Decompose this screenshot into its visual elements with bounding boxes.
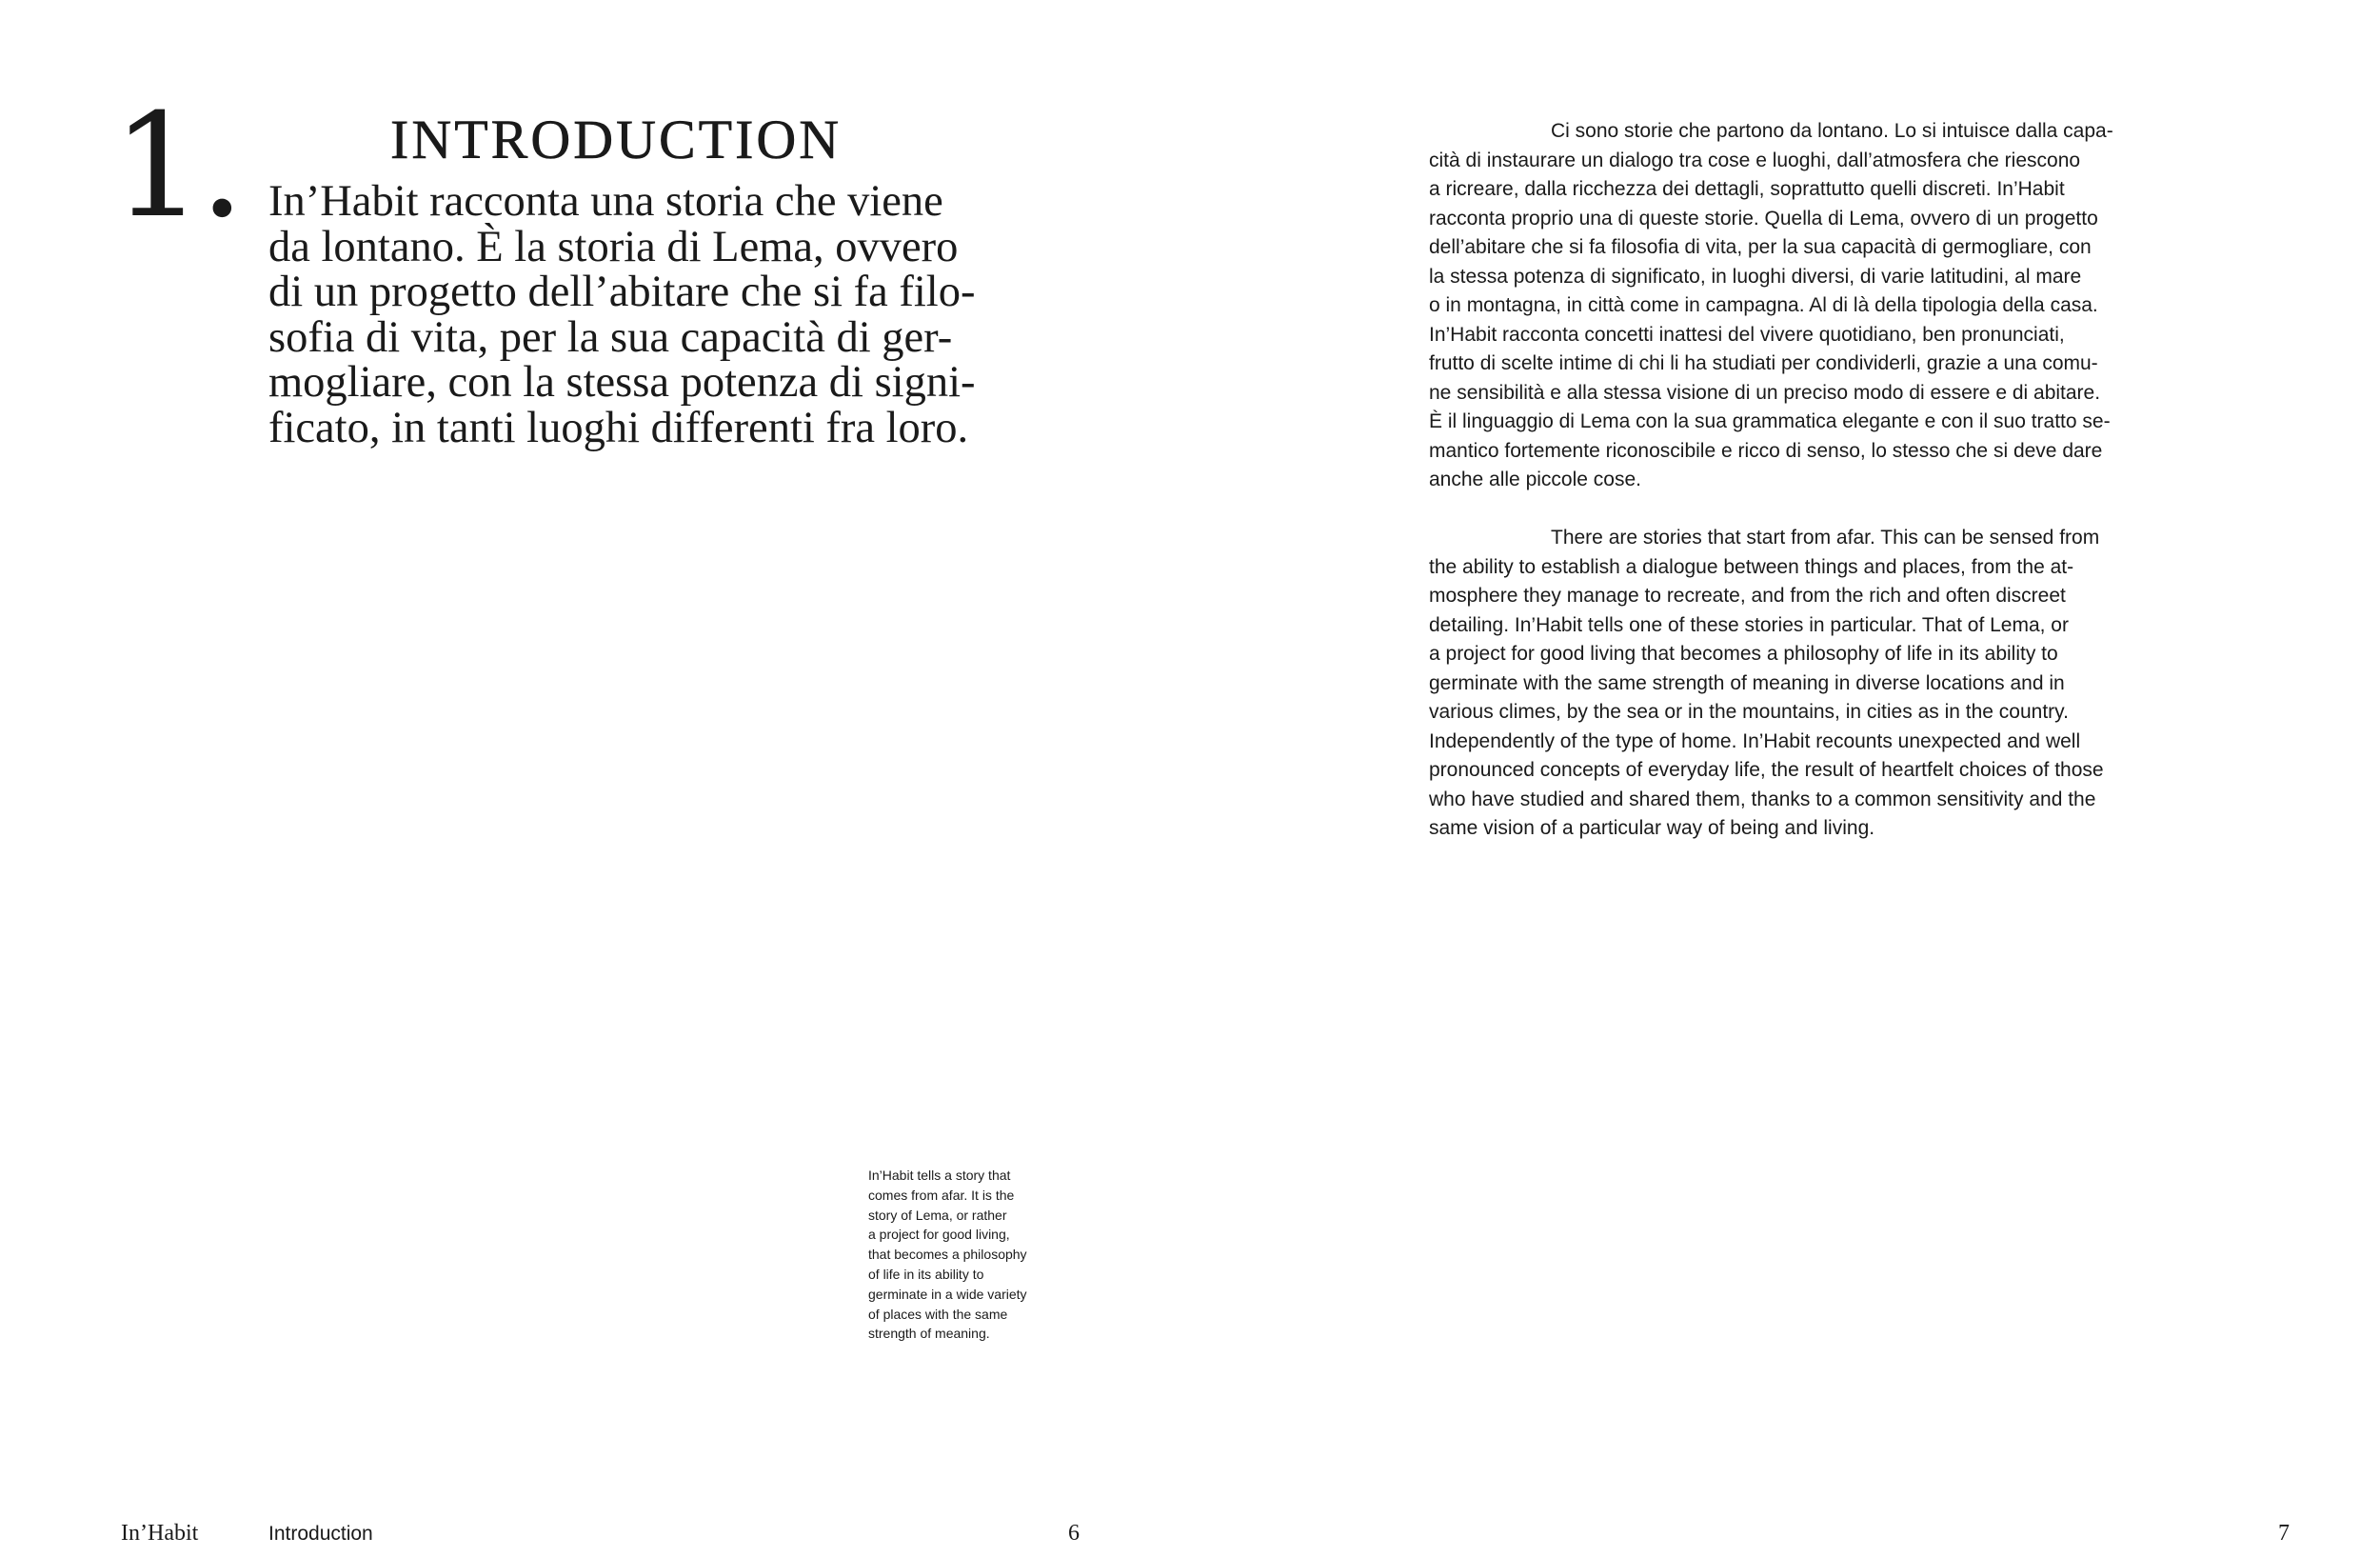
pull-quote-line: In’Habit tells a story that	[868, 1168, 1011, 1183]
lead-line: da lontano. È la storia di Lema, ovvero	[268, 222, 959, 271]
pull-quote-line: that becomes a philosophy	[868, 1247, 1027, 1263]
body-line: È il linguaggio di Lema con la sua grammatica elegante e con il suo tratto se-	[1429, 410, 2111, 432]
body-line: racconta proprio una di queste storie. Quella di Lema, ovvero di un progetto	[1429, 207, 2098, 230]
body-line: la stessa potenza di significato, in luoghi diversi, di varie latitudini, al mare	[1429, 265, 2082, 288]
pull-quote-line: germinate in a wide variety	[868, 1286, 1027, 1302]
body-paragraph-italian	[1429, 117, 2210, 495]
body-line: There are stories that start from afar. This can be sensed from	[1551, 527, 2100, 549]
lead-line: mogliare, con la stessa potenza di signi-	[268, 358, 976, 407]
lead-line: ficato, in tanti luoghi differenti fra loro.	[268, 403, 969, 452]
body-line: Ci sono storie che partono da lontano. Lo si intuisce dalla capa-	[1551, 120, 2113, 142]
lead-line: In’Habit racconta una storia che viene	[268, 177, 943, 226]
lead-line: sofia di vita, per la sua capacità di ger-	[268, 312, 953, 362]
body-line: a project for good living that becomes a philosophy of life in its ability to	[1429, 643, 2058, 665]
body-line: mantico fortemente riconoscibile e ricco di senso, lo stesso che si deve dare	[1429, 439, 2103, 462]
body-line: frutto di scelte intime di chi li ha studiati per condividerli, grazie a una comu-	[1429, 352, 2098, 374]
pull-quote-line: strength of meaning.	[868, 1326, 990, 1342]
pull-quote-line: of places with the same	[868, 1306, 1008, 1322]
lead-paragraph	[268, 179, 1030, 450]
body-line: who have studied and shared them, thanks to a common sensitivity and the	[1429, 788, 2096, 810]
body-line: the ability to establish a dialogue between things and places, from the at-	[1429, 555, 2074, 578]
body-line: various climes, by the sea or in the mountains, in cities as in the country.	[1429, 701, 2069, 723]
footer-brand: In’Habit	[121, 1521, 199, 1546]
body-line: o in montagna, in città come in campagna. Al di là della tipologia della casa.	[1429, 294, 2098, 316]
footer-section-title: Introduction	[268, 1523, 373, 1545]
pull-quote-line: story of Lema, or rather	[868, 1207, 1007, 1223]
pull-quote-line: comes from afar. It is the	[868, 1187, 1015, 1203]
body-line: a ricreare, dalla ricchezza dei dettagli, soprattutto quelli discreti. In’Habit	[1429, 178, 2065, 200]
body-line: dell’abitare che si fa filosofia di vita, per la sua capacità di germogliare, con	[1429, 236, 2092, 258]
body-line: pronounced concepts of everyday life, the result of heartfelt choices of those	[1429, 759, 2104, 781]
chapter-number: 1.	[112, 84, 242, 250]
pull-quote-line: a project for good living,	[868, 1227, 1010, 1243]
body-line: mosphere they manage to recreate, and from the rich and often discreet	[1429, 585, 2066, 607]
pull-quote-line: of life in its ability to	[868, 1266, 984, 1282]
body-line: anche alle piccole cose.	[1429, 469, 1641, 490]
chapter-title: INTRODUCTION	[390, 109, 843, 170]
body-line: ne sensibilità e alla stessa visione di un preciso modo di essere e di abitare.	[1429, 381, 2101, 404]
page-number-right: 7	[2278, 1521, 2290, 1546]
body-line: germinate with the same strength of meaning in diverse locations and in	[1429, 671, 2065, 694]
lead-line: di un progetto dell’abitare che si fa filo-	[268, 268, 976, 316]
page-number-left: 6	[1068, 1521, 1080, 1546]
right-page	[1190, 0, 2380, 1557]
body-line: cità di instaurare un dialogo tra cose e luoghi, dall’atmosfera che riescono	[1429, 149, 2081, 171]
body-line: Independently of the type of home. In’Habit recounts unexpected and well	[1429, 729, 2081, 752]
body-line: same vision of a particular way of being and living.	[1429, 817, 1875, 839]
body-paragraph-english	[1429, 524, 2210, 844]
pull-quote	[868, 1166, 1078, 1344]
body-line: detailing. In’Habit tells one of these stories in particular. That of Lema, or	[1429, 613, 2069, 636]
body-line: In’Habit racconta concetti inattesi del vivere quotidiano, ben pronunciati,	[1429, 323, 2065, 346]
